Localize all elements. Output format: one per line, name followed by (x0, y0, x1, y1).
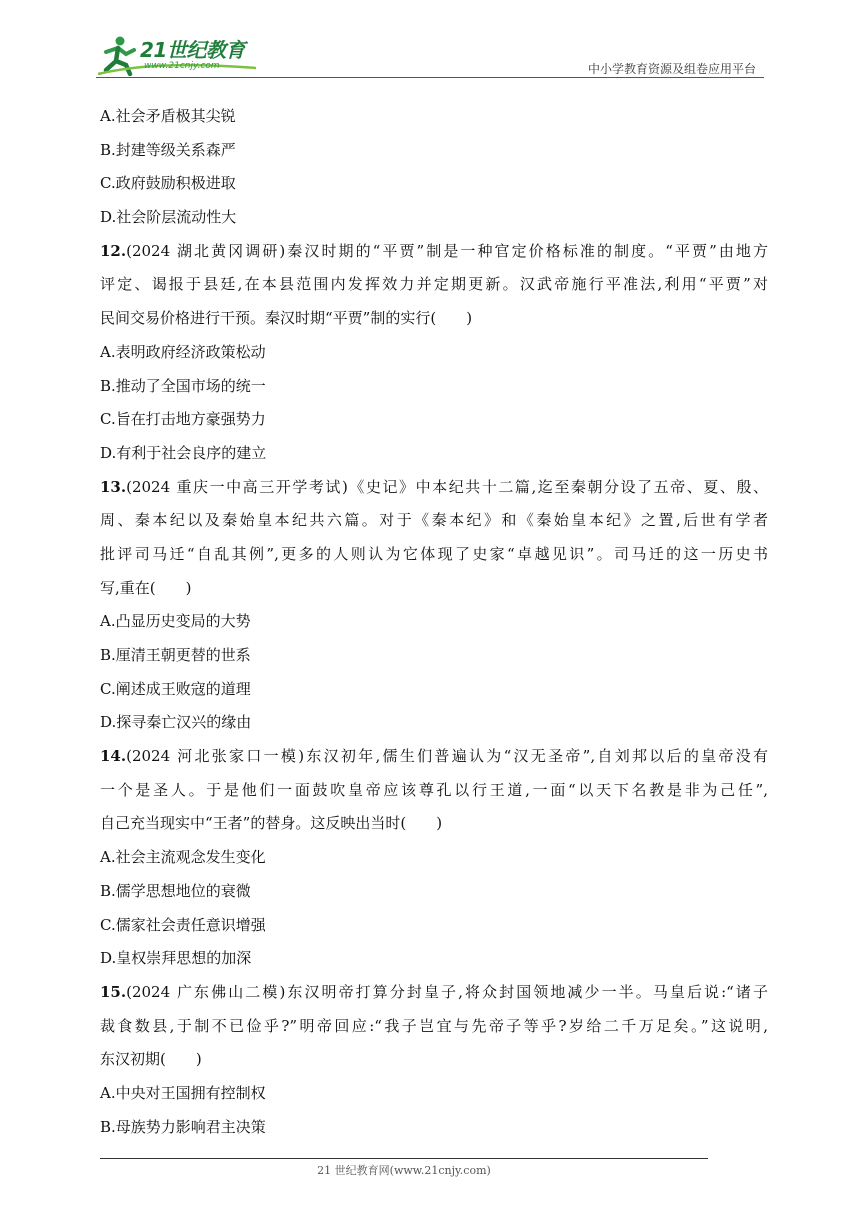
q14-option-d: D.皇权崇拜思想的加深 (100, 949, 252, 968)
q13-stem-line (100, 471, 768, 505)
logo-url: www.21cnjy.com (144, 61, 220, 71)
page-footer: 21 世纪教育网(www.21cnjy.com) (317, 1164, 491, 1177)
q13-option-c: C.阐述成王败寇的道理 (100, 679, 251, 698)
footer-divider (100, 1158, 708, 1159)
q13-stem-line: 批评司马迁“自乱其例”,更多的人则认为它体现了史家“卓越见识”。司马迁的这一历史书 (100, 544, 768, 563)
q14-stem-line: 一个是圣人。于是他们一面鼓吹皇帝应该尊孔以行王道,一面“以天下名教是非为己任”, (100, 780, 768, 799)
q12-stem-line (100, 235, 768, 269)
q12-option-a: A.表明政府经济政策松动 (100, 342, 266, 361)
logo-text: 21世纪教育 (140, 38, 245, 62)
q12-stem-text: (2024 湖北黄冈调研)秦汉时期的“平贾”制是一种官定价格标准的制度。“平贾”由地方 (126, 241, 768, 260)
q15-option-a: A.中央对王国拥有控制权 (100, 1083, 266, 1102)
question-content (100, 100, 768, 1144)
q13-stem-line: 写,重在( ) (100, 578, 192, 597)
q15-number: 15. (100, 982, 127, 1001)
q12-number: 12. (100, 241, 127, 260)
header-divider (96, 77, 764, 78)
q12-option-c: C.旨在打击地方豪强势力 (100, 410, 266, 429)
platform-name: 中小学教育资源及组卷应用平台 (587, 62, 756, 76)
q14-option-b: B.儒学思想地位的衰微 (100, 881, 251, 900)
q15-option-b: B.母族势力影响君主决策 (100, 1117, 266, 1136)
q13-number: 13. (100, 477, 127, 496)
q13-option-b: B.厘清王朝更替的世系 (100, 646, 251, 664)
q12-stem-line: 民间交易价格进行干预。秦汉时期“平贾”制的实行( ) (100, 309, 473, 328)
q14-stem-text: (2024 河北张家口一模)东汉初年,儒生们普遍认为“汉无圣帝”,自刘邦以后的皇帝没有 (126, 747, 768, 766)
q11-option-d: D.社会阶层流动性大 (100, 208, 237, 227)
q12-stem-line: 评定、谒报于县廷,在本县范围内发挥效力并定期更新。汉武帝施行平准法,利用“平贾”对 (100, 275, 768, 294)
q12-option-d: D.有利于社会良序的建立 (100, 443, 267, 462)
q15-stem-line: 裁食数县,于制不已俭乎?”明帝回应:“我子岂宜与先帝子等乎?岁给二千万足矣。”这说明, (100, 1016, 768, 1035)
q11-option-c: C.政府鼓励积极进取 (100, 174, 236, 193)
page-header (96, 30, 764, 78)
q11-option-b: B.封建等级关系森严 (100, 140, 236, 159)
q15-stem-line (100, 976, 768, 1010)
q14-stem-line (100, 740, 768, 774)
q12-option-b: B.推动了全国市场的统一 (100, 376, 266, 395)
q11-option-a: A.社会矛盾极其尖锐 (100, 107, 236, 125)
q13-stem-line: 周、秦本纪以及秦始皇本纪共六篇。对于《秦本纪》和《秦始皇本纪》之置,后世有学者 (100, 511, 768, 530)
q13-option-d: D.探寻秦亡汉兴的缘由 (100, 713, 252, 732)
q14-option-c: C.儒家社会责任意识增强 (100, 915, 266, 934)
q13-option-a: A.凸显历史变局的大势 (100, 612, 251, 631)
q13-stem-text: (2024 重庆一中高三开学考试)《史记》中本纪共十二篇,迄至秦朝分设了五帝、夏、殷、 (126, 477, 768, 496)
q15-stem-text: (2024 广东佛山二模)东汉明帝打算分封皇子,将众封国领地减少一半。马皇后说:“诸子 (126, 982, 768, 1001)
q14-number: 14. (100, 747, 127, 766)
q14-option-a: A.社会主流观念发生变化 (100, 848, 266, 867)
q14-stem-line: 自己充当现实中“王者”的替身。这反映出当时( ) (100, 814, 443, 833)
q15-stem-line: 东汉初期( ) (100, 1050, 202, 1069)
